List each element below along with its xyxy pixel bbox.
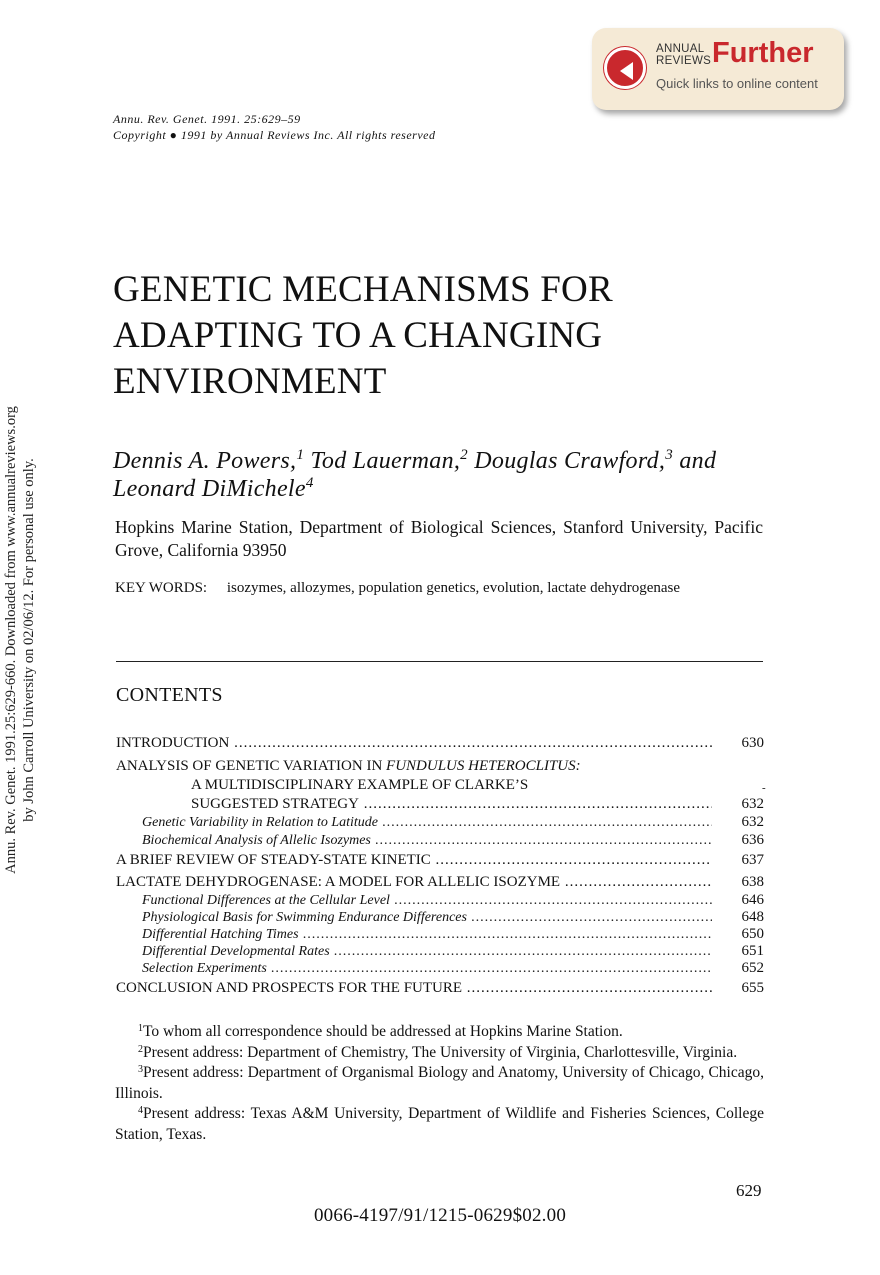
toc-entry-title-line1[interactable] — [116, 757, 581, 776]
toc-entry-title: A BRIEF REVIEW OF STEADY-STATE KINETIC ..... — [116, 851, 712, 870]
toc-subentry[interactable] — [0, 831, 880, 850]
footnote — [115, 1104, 764, 1145]
authors-line2 — [113, 475, 773, 503]
toc-subentry-page: 632 — [741, 814, 764, 830]
author-name: Dennis A. Powers, — [113, 448, 297, 474]
toc-subentry-title: Selection Experiments ..... — [142, 959, 712, 978]
reviews-line: REVIEWS — [656, 55, 712, 67]
toc-subentry-title: Genetic Variability in Relation to Latitude ..... — [142, 813, 712, 832]
further-word: Further — [712, 37, 814, 69]
toc-subentry-page: 652 — [741, 960, 764, 976]
footnote-text: Present address: Department of Organismal Biology and Anatomy, University of Chicago, Chicago, Illinois. — [115, 1064, 764, 1102]
key-words-value: isozymes, allozymes, population genetics, evolution, lactate dehydrogenase — [226, 580, 681, 596]
footnote-text: Present address: Texas A&M University, Department of Wildlife and Fisheries Sciences, College Station, Texas. — [115, 1105, 764, 1143]
author-affiliation: Hopkins Marine Station, Department of Biological Sciences, Stanford University, Pacific Grove, California 93950 — [115, 517, 763, 560]
footnote-text: To whom all correspondence should be addressed at Hopkins Marine Station. — [143, 1023, 623, 1040]
author-footnote-mark: 2 — [460, 447, 468, 463]
footnotes — [115, 1022, 764, 1145]
toc-subentry[interactable] — [0, 813, 880, 832]
toc-subentry[interactable] — [0, 959, 880, 978]
journal-reference — [113, 111, 436, 143]
toc-entry-page: 632 — [741, 796, 764, 812]
author-conjunction: and — [679, 448, 717, 474]
author-name: Tod Lauerman, — [310, 448, 461, 474]
toc-subentry-title: Physiological Basis for Swimming Endurance Differences ..... — [142, 908, 712, 927]
toc-entry-title-species: FUNDULUS HETEROCLITUS: — [386, 758, 581, 774]
author-list — [113, 447, 773, 503]
page-number: 629 — [736, 1181, 762, 1200]
title-line2: ADAPTING TO A CHANGING — [113, 315, 603, 356]
annual-line: ANNUAL — [656, 43, 705, 55]
toc-entry[interactable] — [0, 979, 880, 998]
toc-margin-mark: - — [762, 782, 766, 794]
title-line1: GENETIC MECHANISMS FOR — [113, 269, 613, 310]
title-line3: ENVIRONMENT — [113, 361, 387, 402]
footnote-text: Present address: Department of Chemistry, The University of Virginia, Charlottesville, Virginia. — [143, 1043, 738, 1061]
toc-subentry-title: Biochemical Analysis of Allelic Isozymes ..... — [142, 831, 712, 850]
price-code: 0066-4197/91/1215-0629$02.00 — [313, 1205, 567, 1226]
toc-subentry-title: Functional Differences at the Cellular Level ..... — [142, 891, 712, 910]
footnote — [115, 1063, 764, 1104]
toc-subentry-title: Differential Hatching Times ..... — [142, 925, 712, 944]
horizontal-rule — [116, 661, 763, 662]
further-quick-links-badge[interactable] — [592, 28, 844, 110]
toc-entry-title-part: ANALYSIS OF GENETIC VARIATION IN — [116, 758, 387, 774]
footnote-mark: 1 — [138, 1023, 143, 1034]
author-footnote-mark: 3 — [665, 447, 674, 463]
toc-entry-title: LACTATE DEHYDROGENASE: A MODEL FOR ALLELIC ISOZYME ..... — [116, 873, 712, 892]
toc-entry-title: SUGGESTED STRATEGY ..... — [191, 795, 712, 814]
footnote — [115, 1022, 764, 1043]
toc-entry-title-line2[interactable]: A MULTIDISCIPLINARY EXAMPLE OF CLARKE’S — [191, 777, 529, 793]
toc-entry[interactable] — [0, 734, 880, 753]
author-name: Douglas Crawford, — [474, 448, 666, 474]
toc-entry[interactable] — [0, 795, 880, 814]
toc-subentry-page: 648 — [741, 909, 764, 925]
journal-citation: Annu. Rev. Genet. 1991. 25:629–59 — [113, 112, 301, 126]
back-arrow-icon[interactable] — [604, 47, 646, 89]
quick-links-tagline[interactable]: Quick links to online content — [656, 76, 818, 91]
footnote — [115, 1043, 764, 1064]
download-note-line1: Annu. Rev. Genet. 1991.25:629-660. Downloaded from www.annualreviews.org — [3, 406, 19, 874]
toc-entry[interactable] — [0, 851, 880, 870]
toc-entry[interactable] — [0, 873, 880, 892]
toc-subentry-title: Differential Developmental Rates ..... — [142, 942, 712, 961]
author-name: Leonard DiMichele — [113, 476, 306, 502]
contents-heading: CONTENTS — [116, 684, 223, 706]
toc-subentry-page: 650 — [741, 926, 764, 942]
download-note-line2: by John Carroll University on 02/06/12. For personal use only. — [21, 458, 37, 822]
article-title — [113, 267, 763, 405]
author-footnote-mark: 4 — [305, 475, 314, 491]
toc-subentry-page: 636 — [741, 832, 764, 848]
annual-reviews-logo-text — [656, 43, 716, 67]
toc-entry-page: 638 — [741, 874, 764, 890]
footnote-mark: 4 — [138, 1105, 143, 1116]
journal-copyright: Copyright ● 1991 by Annual Reviews Inc. All rights reserved — [113, 128, 436, 142]
toc-entry-page: 637 — [741, 852, 764, 868]
key-words — [115, 578, 775, 598]
footnote-mark: 2 — [138, 1043, 143, 1055]
toc-entry-title: INTRODUCTION ..... — [116, 734, 712, 753]
toc-entry-page: 630 — [741, 735, 764, 751]
toc-subentry-page: 651 — [741, 943, 764, 959]
triangle-left-icon — [615, 58, 641, 84]
toc-entry-title: CONCLUSION AND PROSPECTS FOR THE FUTURE ..... — [116, 979, 712, 998]
footnote-mark: 3 — [138, 1064, 143, 1075]
toc-entry-page: 655 — [741, 980, 764, 996]
authors-line1 — [113, 447, 773, 475]
key-words-label: KEY WORDS: — [115, 580, 208, 596]
toc-subentry-page: 646 — [741, 892, 764, 908]
author-footnote-mark: 1 — [296, 447, 305, 463]
